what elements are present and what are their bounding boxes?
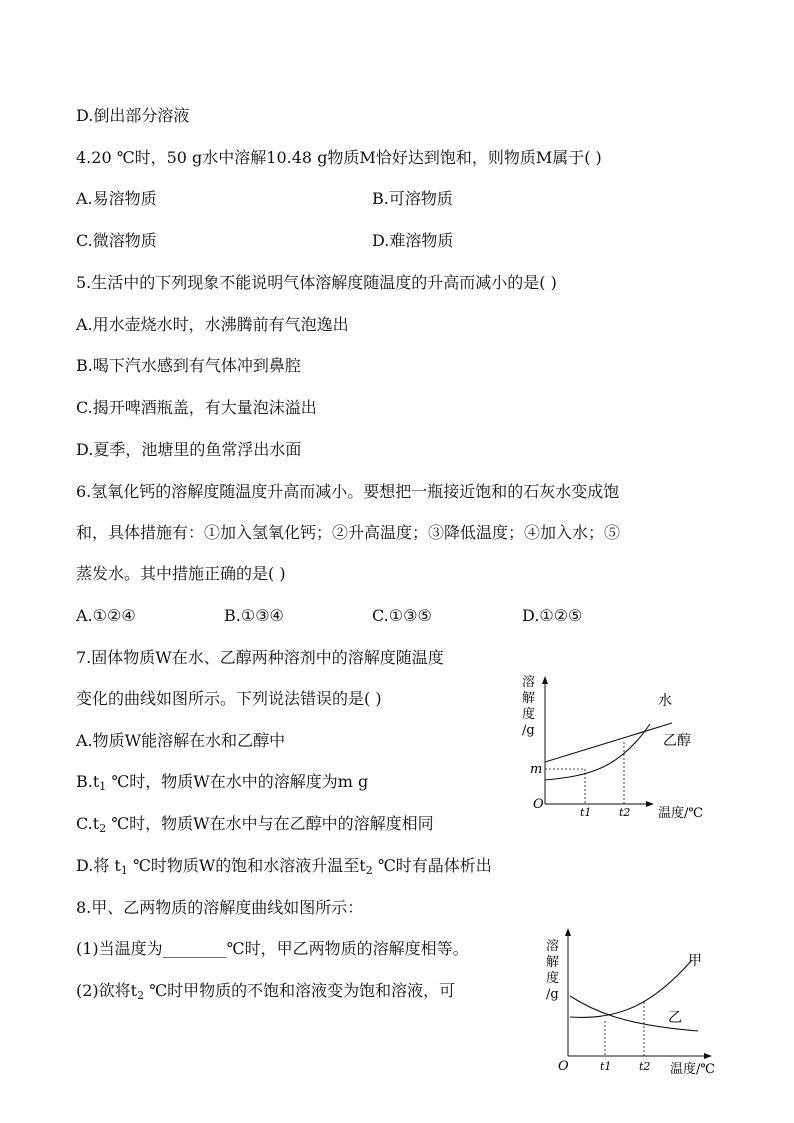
x-tick-t1: t1: [600, 1060, 612, 1073]
y-label-char-1: 溶: [546, 939, 560, 954]
x-axis-label: 温度/℃: [670, 1062, 715, 1077]
series-label-jia: 甲: [688, 953, 702, 969]
q5-option-c: C.揭开啤酒瓶盖，有大量泡沫溢出: [76, 398, 317, 417]
q6-stem-line1: 6.氢氧化钙的溶解度随温度升高而减小。要想把一瓶接近饱和的石灰水变成饱: [76, 482, 620, 501]
q6-option-a: A.①②④: [76, 606, 136, 625]
q7-option-b: $B.t_1$ ℃时，物质W在水中的溶解度为m g: [76, 772, 369, 793]
q7-stem-line2: 变化的曲线如图所示。下列说法错误的是( ): [76, 689, 382, 708]
q7-stem-line1: 7.固体物质W在水、乙醇两种溶剂中的溶解度随温度: [76, 648, 444, 667]
x-axis-label: 温度/℃: [658, 806, 703, 821]
y-axis-label: [546, 938, 559, 1002]
y-axis-arrow: [565, 928, 571, 936]
origin-label: O: [558, 1059, 569, 1074]
q8-stem: 8.甲、乙两物质的溶解度曲线如图所示：: [76, 898, 364, 917]
series-ethanol-line: [545, 723, 672, 762]
q4-option-a: A.易溶物质: [76, 189, 157, 208]
q6-option-b: B.①③④: [224, 606, 284, 625]
chart-w-solubility: [500, 668, 720, 828]
y-label-char-4: /g: [546, 987, 559, 1002]
series-water-curve: [545, 724, 650, 780]
y-label-char-3: 度: [546, 971, 560, 986]
q4-stem: 4.20 ℃时，50 g水中溶解10.48 g物质M恰好达到饱和，则物质M属于( ): [76, 148, 602, 167]
y-label-char-1: 溶: [522, 675, 536, 690]
y-label-char-4: /g: [522, 723, 535, 738]
q4-option-c: C.微溶物质: [76, 231, 157, 250]
q6-option-c: C.①③⑤: [372, 606, 432, 625]
y-label-char-3: 度: [522, 707, 536, 722]
q4-option-d: D.难溶物质: [372, 231, 454, 250]
chart-jia-yi-solubility: [520, 920, 740, 1080]
q3-option-d: D.倒出部分溶液: [76, 106, 190, 125]
y-tick-m: m: [530, 762, 543, 777]
x-tick-t2: t2: [619, 806, 631, 819]
q6-option-d: D.①②⑤: [522, 606, 583, 625]
q5-option-a: A.用水壶烧水时，水沸腾前有气泡逸出: [76, 315, 349, 334]
q8-part2: (2)欲将$t_2$ ℃时甲物质的不饱和溶液变为饱和溶液，可: [76, 981, 456, 1002]
series-jia-curve: [570, 960, 692, 1017]
q4-option-b: B.可溶物质: [372, 189, 453, 208]
x-tick-t2: t2: [639, 1060, 651, 1073]
q5-option-d: D.夏季，池塘里的鱼常浮出水面: [76, 440, 302, 459]
origin-label: O: [533, 797, 544, 812]
q5-stem: 5.生活中的下列现象不能说明气体溶解度随温度的升高而减小的是( ): [76, 273, 557, 292]
q7-option-c: $C.t_2$ ℃时，物质W在水中与在乙醇中的溶解度相同: [76, 814, 434, 835]
y-axis-label: [522, 674, 535, 738]
y-axis-arrow: [542, 676, 548, 684]
series-label-water: 水: [658, 693, 672, 709]
x-axis-arrow: [704, 1053, 712, 1059]
x-axis-arrow: [646, 801, 654, 807]
y-label-char-2: 解: [546, 955, 560, 970]
y-label-char-2: 解: [522, 691, 536, 706]
q7-option-a: A.物质W能溶解在水和乙醇中: [76, 731, 286, 750]
series-label-yi: 乙: [668, 1010, 682, 1026]
q8-part1: (1)当温度为________℃时，甲乙两物质的溶解度相等。: [76, 939, 469, 958]
q6-stem-line3: 蒸发水。其中措施正确的是( ): [76, 564, 286, 583]
x-tick-t1: t1: [580, 806, 592, 819]
q5-option-b: B.喝下汽水感到有气体冲到鼻腔: [76, 356, 301, 375]
q7-option-d: D.将 $t_1$ ℃时物质W的饱和水溶液升温至$t_2$ ℃时有晶体析出: [76, 856, 492, 877]
q6-stem-line2: 和，具体措施有：①加入氢氧化钙；②升高温度；③降低温度；④加入水；⑤: [76, 523, 621, 542]
series-label-ethanol: 乙醇: [663, 733, 691, 749]
